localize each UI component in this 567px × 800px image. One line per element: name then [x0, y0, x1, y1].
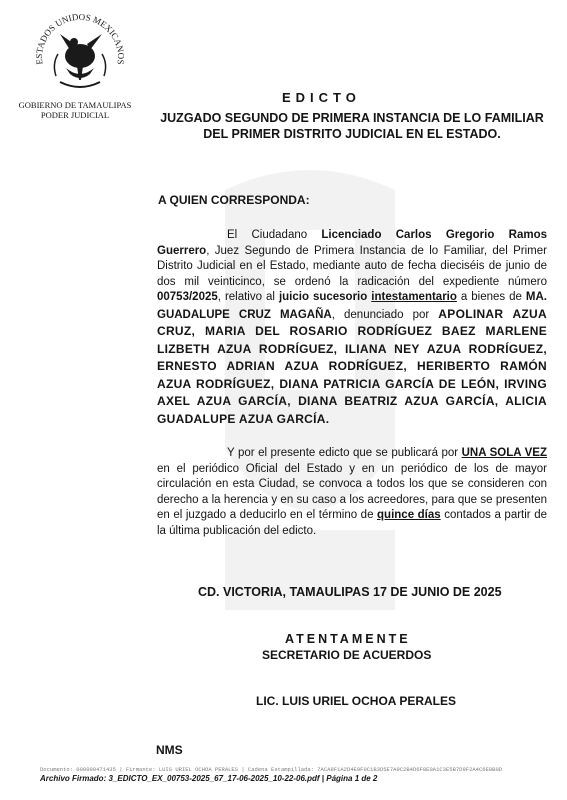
claimants-list: APOLINAR AZUA CRUZ, MARIA DEL ROSARIO RODRÍGUEZ BAEZ MARLENE LIZBETH AZUA RODRÍGUEZ, ILIANA NEY AZUA RODRÍGUEZ, ERNESTO ADRIAN AZUA RODRÍGUEZ, HERIBERTO RAMÓN AZUA RODRÍGUEZ, DIANA PATRICIA GARCÍA DE LEÓN, IRVING AXEL AZUA GARCÍA, DIANA BEATRIZ AZUA GARCÍA, ALICIA GUADALUPE AZUA GARCÍA. [157, 306, 547, 426]
author-initials: NMS [156, 743, 183, 757]
publication-frequency: UNA SOLA VEZ [461, 447, 548, 459]
signed-file-line: Archivo Firmado: 3_EDICTO_EX_00753-2025_67_17-06-2025_10-22-06.pdf | Página 1 de 2 [40, 774, 378, 783]
deadline-days: quince días [377, 509, 441, 521]
salutation: ATENTAMENTE [285, 632, 411, 646]
issuer-government: GOBIERNO DE TAMAULIPAS [18, 100, 132, 110]
file-number: 00753/2025 [157, 291, 218, 303]
para2-text: contados a partir de la última publicación del edicto. [157, 509, 547, 537]
para1-text: El Ciudadano [227, 229, 322, 241]
para1-text: , denunciado por [331, 308, 439, 321]
para1-text: a bienes de [456, 291, 526, 303]
court-name-line2: DEL PRIMER DISTRITO JUDICIAL EN EL ESTADO. [203, 127, 501, 141]
addressee: A QUIEN CORRESPONDA: [158, 193, 310, 207]
court-name [152, 110, 552, 142]
issuer-judiciary: PODER JUDICIAL [40, 110, 110, 120]
para2-text: en el periódico Oficial del Estado y en un periódico de los de mayor circulación en esta Ciudad, se convoca a todos los que se consideren con derecho a la herencia y en su caso a los acreedores, para que se presenten en el juzgado a deducirlo en el término de [157, 462, 547, 521]
svg-text:ESTADOS UNIDOS MEXICANOS: ESTADOS UNIDOS MEXICANOS [33, 12, 127, 66]
deceased-name: MA. GUADALUPE CRUZ MAGAÑA [157, 291, 547, 321]
signer-name: LIC. LUIS URIEL OCHOA PERALES [256, 694, 457, 708]
place-and-date: CD. VICTORIA, TAMAULIPAS 17 DE JUNIO DE 2025 [198, 585, 502, 599]
document-title: EDICTO [282, 90, 361, 105]
electronic-signature-line: Documento: 000000471435 | Firmante: LUIS URIEL OCHOA PERALES | Cadena Estampillada: 7ACA8F1A2D4E9F0C1B3D5E7A9C2B4D6F8E0A1C3E5B7D9F2A4C6E8B0D [40, 766, 503, 773]
judge-name: Licenciado Carlos Gregorio Ramos Guerrero [157, 229, 547, 257]
proceeding-type-underlined: intestamentario [371, 291, 457, 303]
signer-role: SECRETARIO DE ACUERDOS [262, 648, 432, 662]
court-name-line1: JUZGADO SEGUNDO DE PRIMERA INSTANCIA DE LO FAMILIAR [160, 111, 544, 125]
body-paragraph-2 [157, 446, 547, 539]
para2-text: Y por el presente edicto que se publicará por [227, 447, 462, 459]
para1-text: , Juez Segundo de Primera Instancia de lo Familiar, del Primer Distrito Judicial en el Estado, mediante auto de fecha dieciséis de junio de dos mil veinticinco, se ordenó la radicación del expediente número [157, 244, 547, 288]
mexican-coat-of-arms-seal [30, 12, 130, 98]
para1-text: , relativo al [217, 291, 279, 303]
proceeding-type: juicio sucesorio [278, 291, 368, 303]
body-paragraph-1 [157, 228, 547, 428]
issuer-block [10, 100, 140, 120]
